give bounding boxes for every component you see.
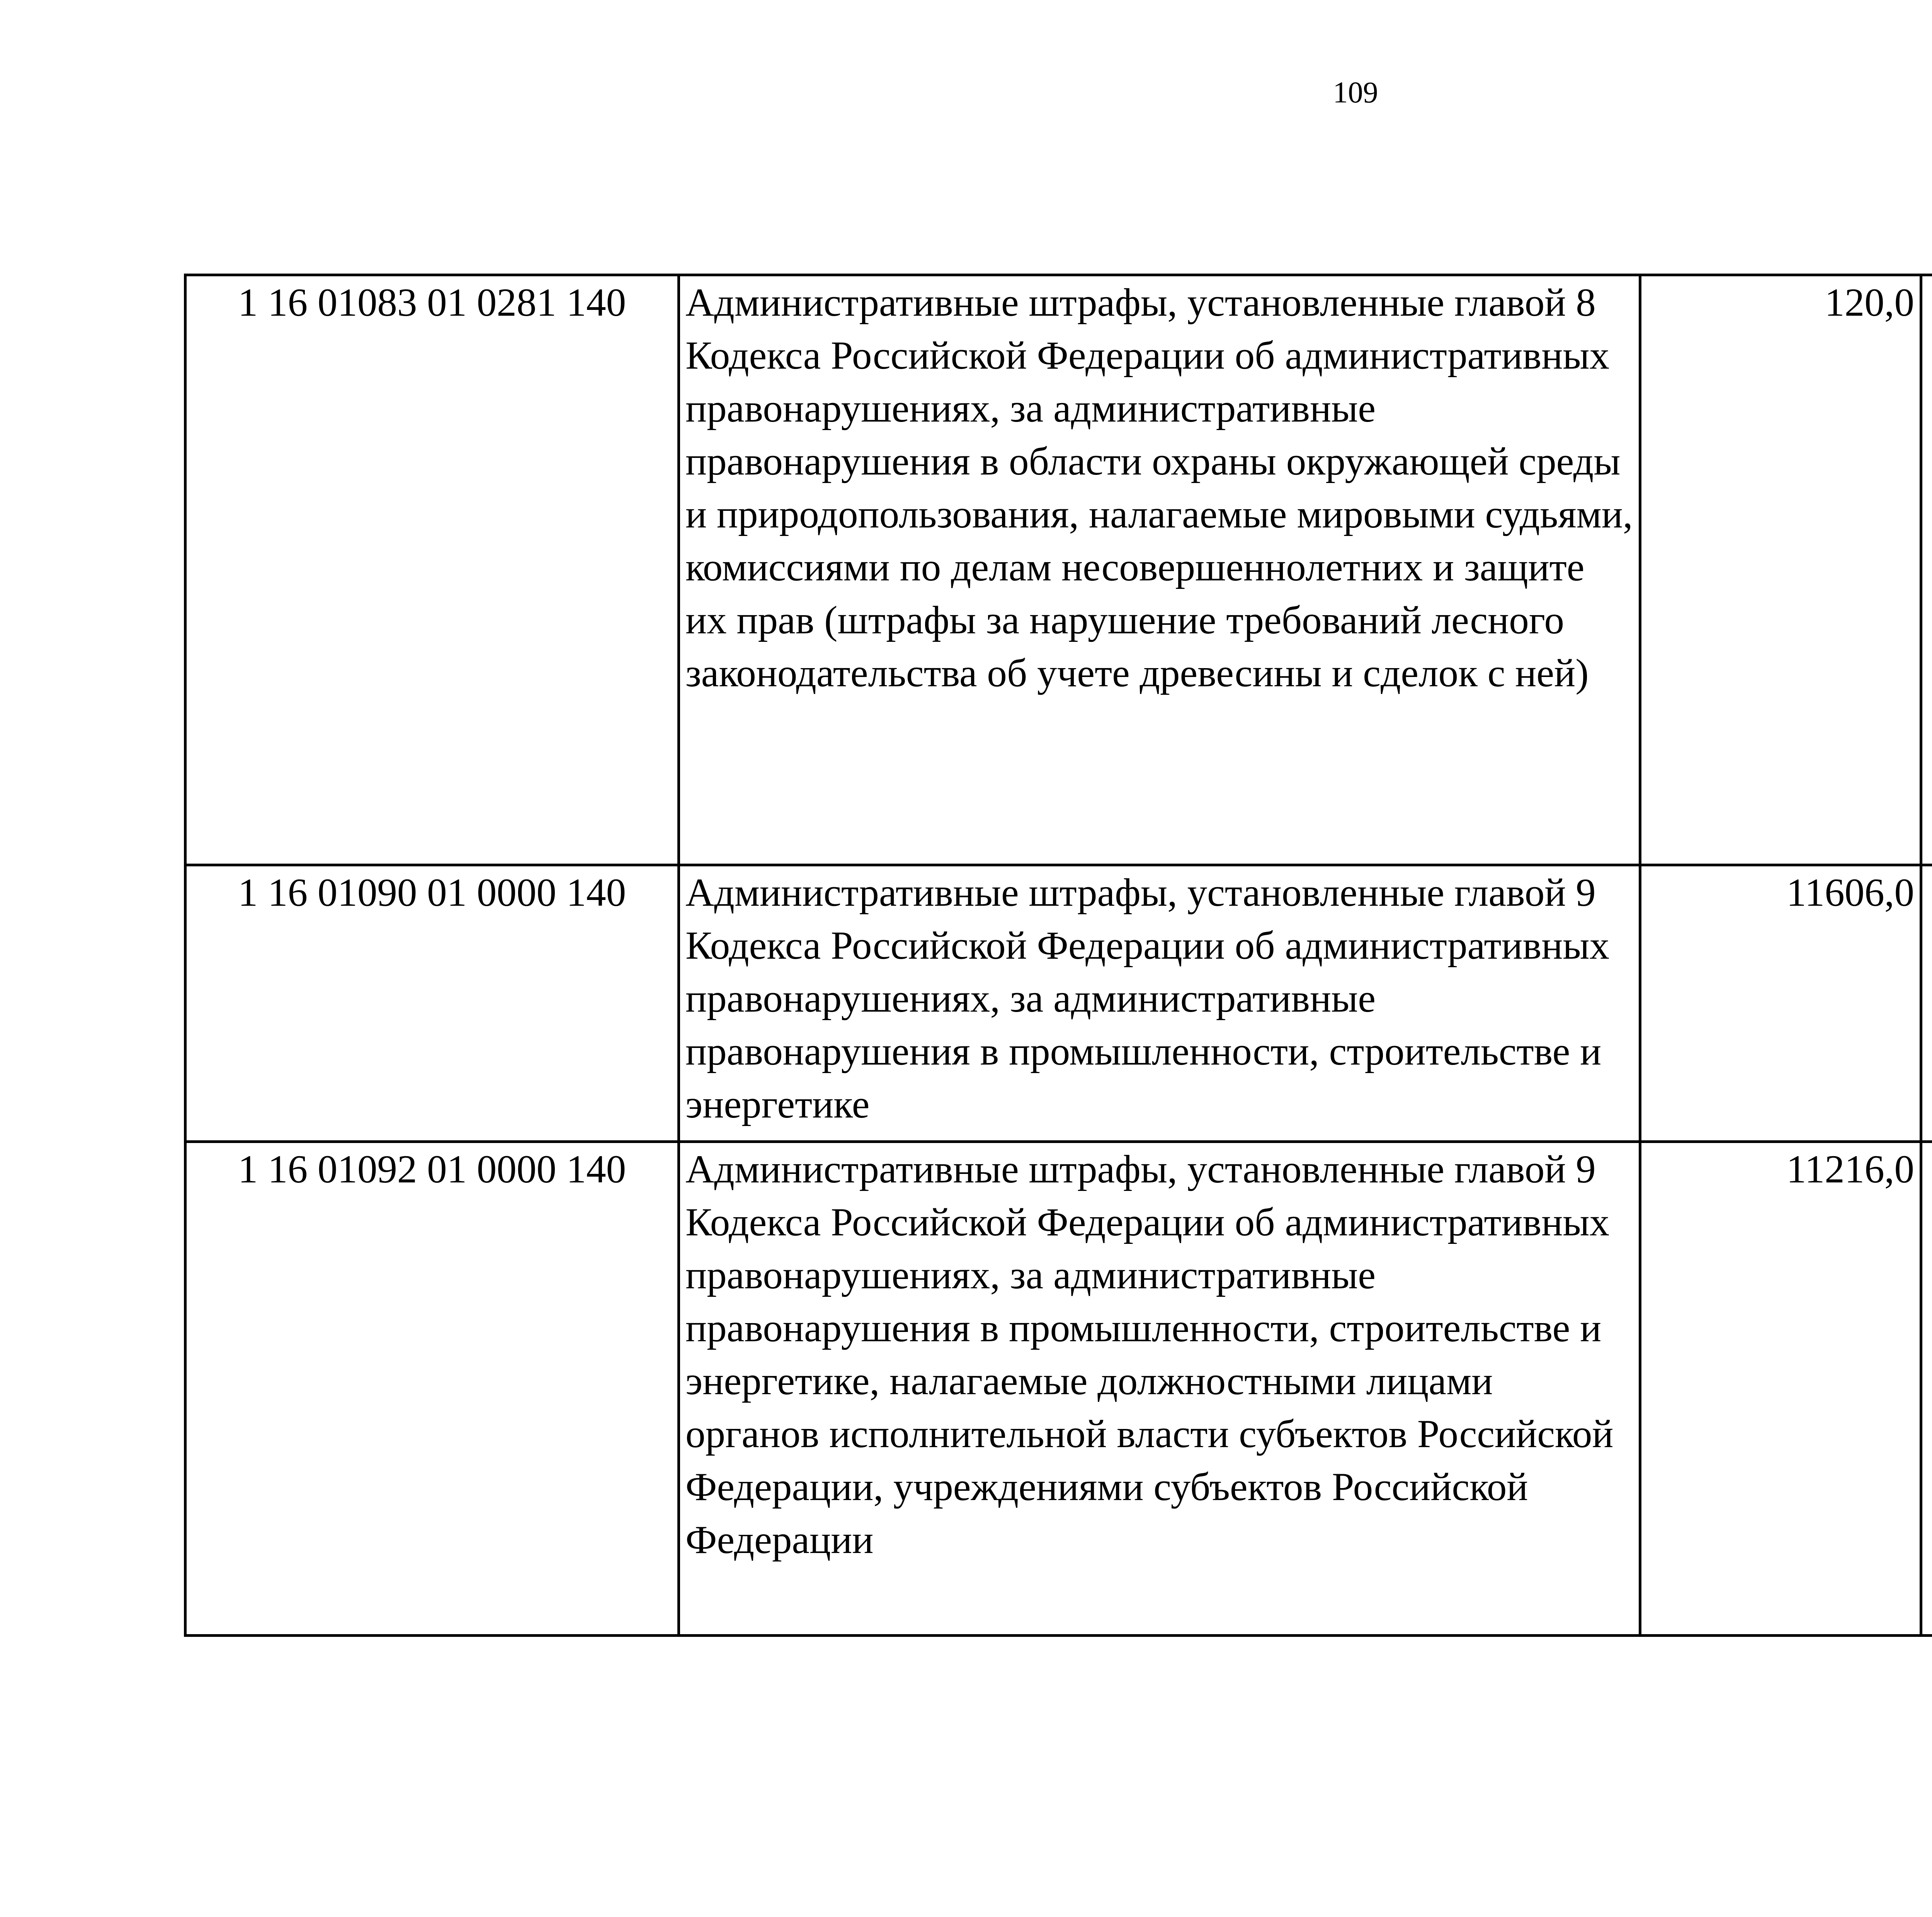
budget-revenue-table xyxy=(184,274,1932,1637)
value-cell-year-2 xyxy=(1921,275,1932,865)
budget-code-cell: 1 16 01090 01 0000 140 xyxy=(185,865,679,1142)
value-cell-year-1: 120,0 xyxy=(1640,275,1921,865)
table-row xyxy=(185,1142,1932,1636)
value-cell-year-1: 11606,0 xyxy=(1640,865,1921,1142)
budget-code-cell: 1 16 01083 01 0281 140 xyxy=(185,275,679,865)
table-row xyxy=(185,275,1932,865)
value-cell-year-1: 11216,0 xyxy=(1640,1142,1921,1636)
page-number: 109 xyxy=(1333,75,1378,109)
table-row xyxy=(185,865,1932,1142)
budget-code-cell: 1 16 01092 01 0000 140 xyxy=(185,1142,679,1636)
description-cell: Административные штрафы, установленные главой 8 Кодекса Российской Федерации об административных правонарушениях, за административные правонарушения в области охраны окружающей среды и природопользования, налагаемые мировыми судьями, комиссиями по делам несовершеннолетних и защите их прав (штрафы за нарушение требований лесного законодательства об учете древесины и сделок с ней) xyxy=(679,275,1640,865)
description-cell: Административные штрафы, установленные главой 9 Кодекса Российской Федерации об административных правонарушениях, за административные правонарушения в промышленности, строительстве и энергетике xyxy=(679,865,1640,1142)
value-cell-year-2 xyxy=(1921,1142,1932,1636)
value-cell-year-2 xyxy=(1921,865,1932,1142)
description-cell: Административные штрафы, установленные главой 9 Кодекса Российской Федерации об административных правонарушениях, за административные правонарушения в промышленности, строительстве и энергетике, налагаемые должностными лицами органов исполнительной власти субъектов Российской Федерации, учреждениями субъектов Российской Федерации xyxy=(679,1142,1640,1636)
